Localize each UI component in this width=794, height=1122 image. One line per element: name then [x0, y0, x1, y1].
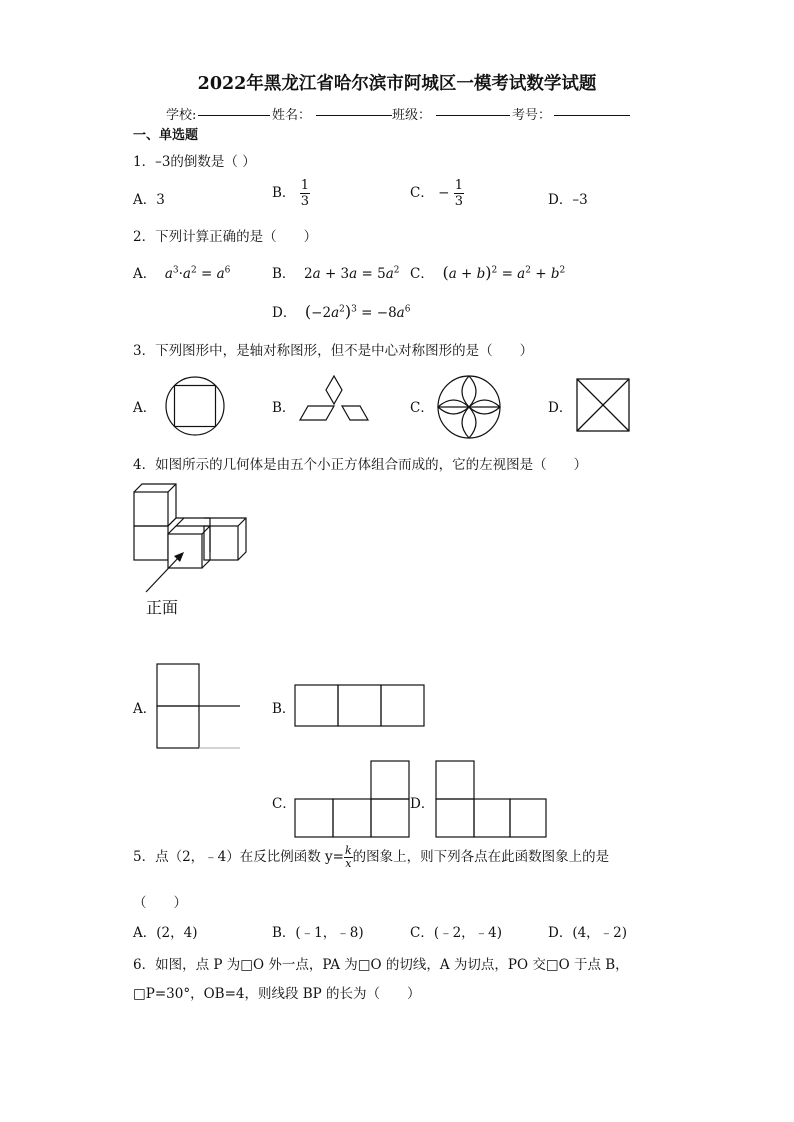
- number-label: 考号：: [512, 108, 552, 123]
- name-label: 姓名：: [272, 108, 312, 123]
- q1-option-c-fraction: [454, 178, 464, 209]
- q1-option-a: A．3: [133, 192, 165, 208]
- q4-option-b-label: B．: [272, 701, 296, 717]
- q1-option-c-label: C．: [410, 185, 434, 201]
- school-label: 学校:: [166, 108, 197, 123]
- q5-option-d: D．(4，﹣2): [548, 925, 628, 941]
- q6-stem-line2: □P=30°，OB=4，则线段 BP 的长为（ ）: [133, 986, 421, 1002]
- q5-stem-post: 的图象上，则下列各点在此函数图象上的是: [352, 849, 610, 865]
- q1-option-b: [272, 178, 310, 209]
- q2-d-label: D．: [272, 305, 297, 321]
- q3-option-c-label: C．: [410, 400, 434, 416]
- number-blank[interactable]: [554, 115, 630, 116]
- class-label: 班级：: [392, 108, 432, 123]
- q1-option-c: [410, 178, 464, 209]
- q4-option-a-label: A．: [133, 701, 157, 717]
- q3-option-a-label: A．: [133, 400, 157, 416]
- q5-fraction: [344, 845, 353, 870]
- q5-stem-pre: 5．点（2，﹣4）在反比例函数 y=: [133, 849, 344, 865]
- q4-figure-d: [434, 760, 548, 840]
- school-blank[interactable]: [198, 115, 270, 116]
- paper-title: 2022年黑龙江省哈尔滨市阿城区一模考试数学试题: [197, 74, 597, 94]
- q5-option-b: B．(﹣1，﹣8): [272, 925, 364, 941]
- q5-option-c: C．(﹣2，﹣4): [410, 925, 503, 941]
- q2-d-expression: $(-2a^2)^3 = -8a^6$: [304, 302, 411, 321]
- q4-stem: 4．如图所示的几何体是由五个小正方体组合而成的，它的左视图是（ ）: [133, 457, 588, 473]
- q3-figure-a: [163, 374, 227, 438]
- q2-option-c: [410, 262, 565, 282]
- q2-a-label: A．: [133, 266, 157, 282]
- q1-stem: 1．–3的倒数是（ ）: [133, 154, 256, 170]
- q3-option-d-label: D．: [548, 400, 573, 416]
- q3-option-b-label: B．: [272, 400, 296, 416]
- q4-figure-c: [294, 760, 412, 840]
- q2-c-expression: $(a + b)^2 = a^2 + b^2$: [442, 263, 566, 282]
- q3-figure-d: [576, 378, 630, 432]
- q6-stem-line1: 6．如图，点 P 为□O 外一点，PA 为□O 的切线，A 为切点，PO 交□O 于点 B，: [133, 957, 629, 973]
- q1-b-numerator: 1: [300, 178, 309, 193]
- q5-stem: [133, 845, 609, 870]
- q3-figure-c: [434, 372, 504, 442]
- q2-option-d: [272, 301, 410, 321]
- q1-option-b-fraction: [300, 178, 310, 209]
- section-heading: 一、单选题: [133, 128, 199, 143]
- q4-figure-a: [156, 663, 242, 749]
- q2-b-label: B．: [272, 266, 296, 282]
- q2-stem: 2．下列计算正确的是（ ）: [133, 229, 318, 245]
- q1-b-denominator: 3: [300, 194, 309, 209]
- q5-answer-paren: （ ）: [133, 895, 187, 911]
- q3-stem: 3．下列图形中，是轴对称图形，但不是中心对称图形的是（ ）: [133, 343, 534, 359]
- q4-front-label: 正面: [146, 598, 179, 617]
- q5-option-a: A．(2，4): [133, 925, 198, 941]
- q4-option-c-label: C．: [272, 796, 296, 812]
- q2-option-b: [272, 262, 400, 282]
- q5-frac-den: x: [345, 857, 352, 870]
- q2-c-label: C．: [410, 266, 434, 282]
- class-blank[interactable]: [436, 115, 510, 116]
- name-blank[interactable]: [316, 115, 392, 116]
- q2-a-expression: $a^3\cdot a^2 = a^6$: [160, 265, 231, 282]
- q1-c-denominator: 3: [454, 194, 464, 209]
- q3-figure-b: [298, 374, 372, 432]
- q4-figure-b: [294, 684, 426, 728]
- q4-solid-figure: [130, 480, 260, 602]
- q1-c-numerator: 1: [454, 178, 464, 193]
- q1-option-b-label: B．: [272, 185, 296, 201]
- q5-frac-num: k: [345, 844, 352, 857]
- q2-b-expression: $2a + 3a = 5a^2$: [304, 265, 400, 282]
- q1-option-d: D．–3: [548, 192, 588, 208]
- q1-c-sign: −: [438, 185, 450, 201]
- q4-option-d-label: D．: [410, 796, 435, 812]
- q2-option-a: [133, 262, 230, 282]
